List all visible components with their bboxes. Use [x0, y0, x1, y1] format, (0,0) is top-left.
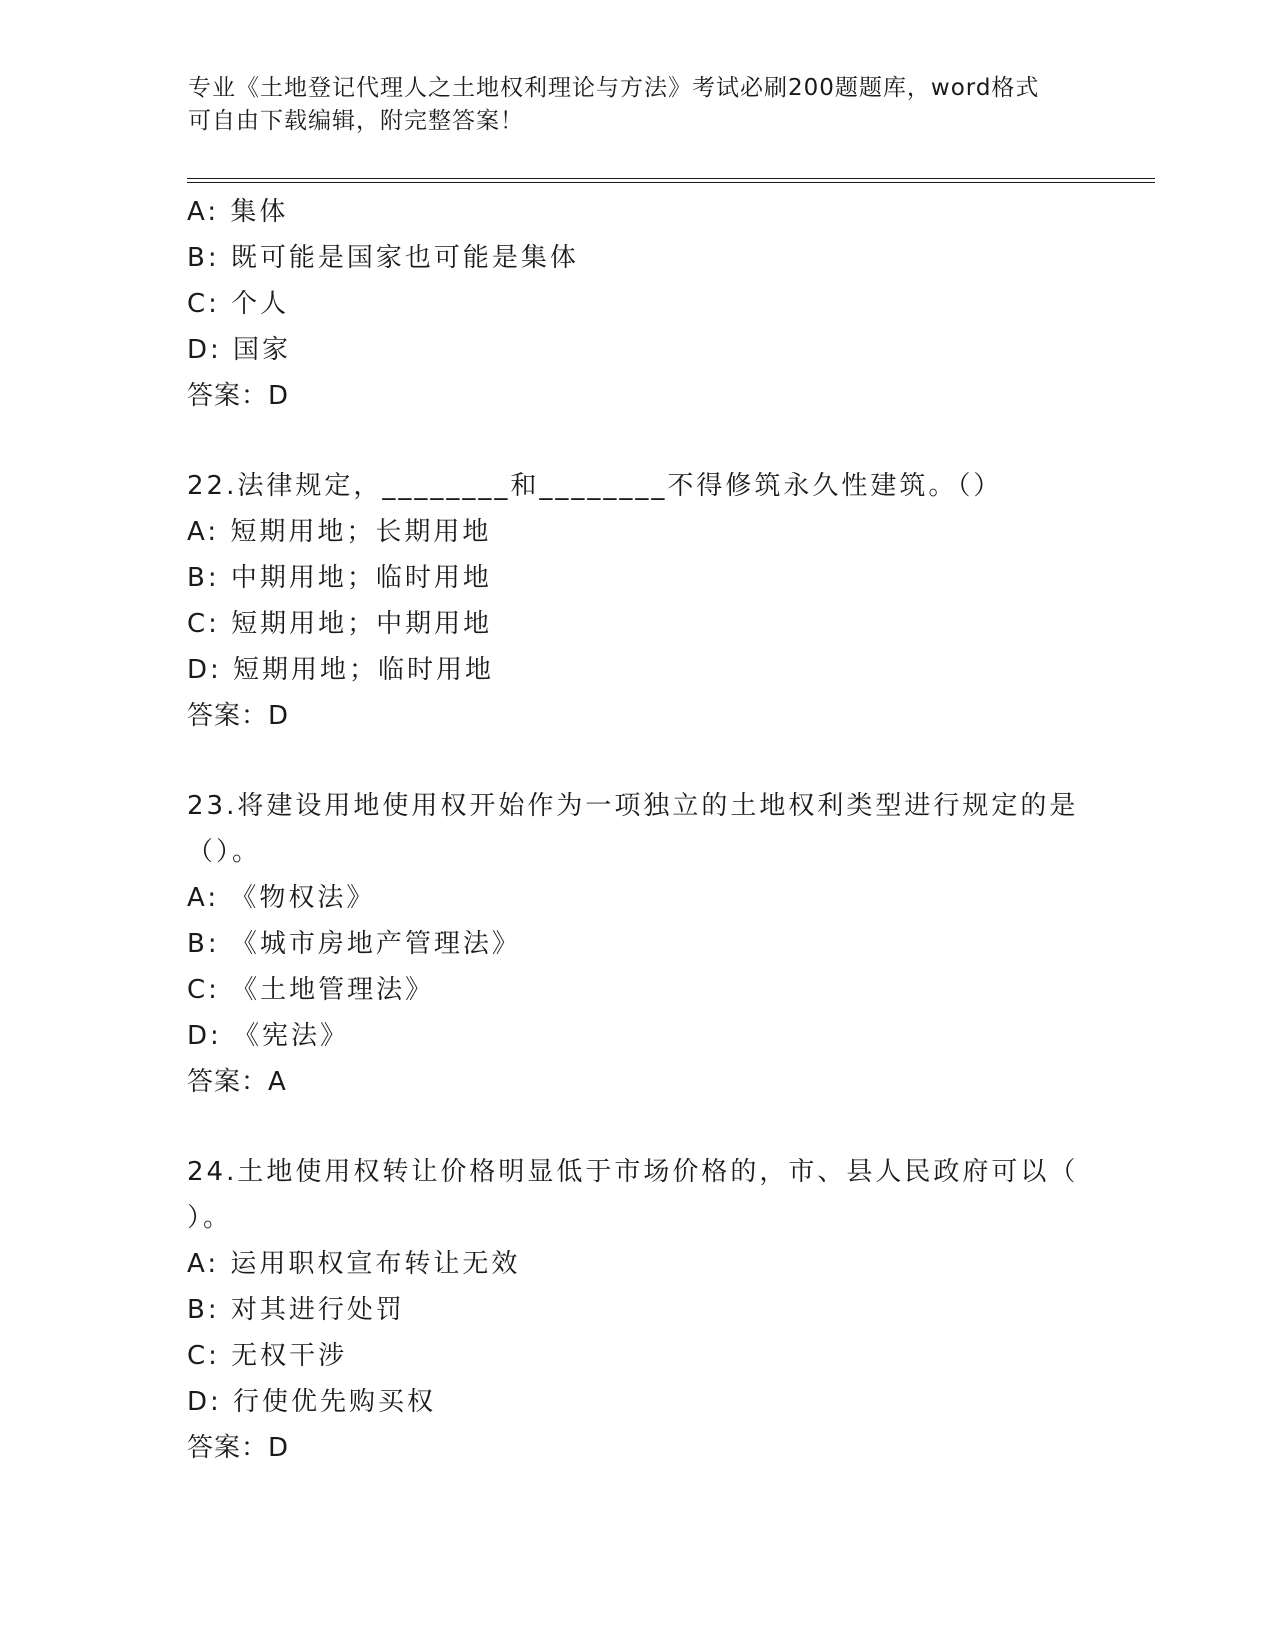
question-text: 23.将建设用地使用权开始作为一项独立的土地权利类型进行规定的是: [187, 791, 1079, 821]
document-header: [188, 72, 1068, 138]
option-c: C: 个人: [187, 289, 290, 319]
answer-line: 答案：D: [187, 701, 290, 731]
header-line-2: 可自由下载编辑，附完整答案！: [188, 108, 524, 134]
option-c: C: 短期用地；中期用地: [187, 609, 493, 639]
answer-line: 答案：D: [187, 1433, 290, 1463]
answer-line: 答案：D: [187, 381, 290, 411]
option-d: D: 短期用地；临时用地: [187, 655, 495, 685]
option-d: D: 《宪法》: [187, 1021, 350, 1051]
question-text: 24.土地使用权转让价格明显低于市场价格的，市、县人民政府可以（: [187, 1157, 1079, 1187]
option-d: D: 行使优先购买权: [187, 1387, 437, 1417]
option-c: C: 无权干涉: [187, 1341, 348, 1371]
question-gap: [187, 419, 1087, 463]
option-a: A: 运用职权宣布转让无效: [187, 1249, 521, 1279]
option-b: B: 中期用地；临时用地: [187, 563, 492, 593]
question-gap: [187, 739, 1087, 783]
option-a: A: 《物权法》: [187, 883, 376, 913]
option-b: B: 《城市房地产管理法》: [187, 929, 521, 959]
header-line-1: 专业《土地登记代理人之土地权利理论与方法》考试必刷200题题库，word格式: [188, 75, 1040, 101]
option-b: B: 既可能是国家也可能是集体: [187, 243, 579, 273]
option-c: C: 《土地管理法》: [187, 975, 435, 1005]
option-d: D: 国家: [187, 335, 292, 365]
question-gap: [187, 1105, 1087, 1149]
question-list: [187, 189, 1087, 1471]
option-a: A: 集体: [187, 197, 289, 227]
question-block-24: [187, 1149, 1087, 1471]
question-block-22: [187, 463, 1087, 739]
question-text: 22.法律规定，________和________不得修筑永久性建筑。（）: [187, 471, 1003, 501]
question-text-continued: ）。: [187, 1203, 233, 1233]
option-b: B: 对其进行处罚: [187, 1295, 405, 1325]
question-text-continued: （）。: [187, 837, 262, 867]
header-rule-top: [187, 178, 1155, 179]
answer-line: 答案：A: [187, 1067, 287, 1097]
question-block-21: [187, 189, 1087, 419]
option-a: A: 短期用地；长期用地: [187, 517, 492, 547]
header-rule-bottom: [187, 182, 1155, 183]
question-block-23: [187, 783, 1087, 1105]
